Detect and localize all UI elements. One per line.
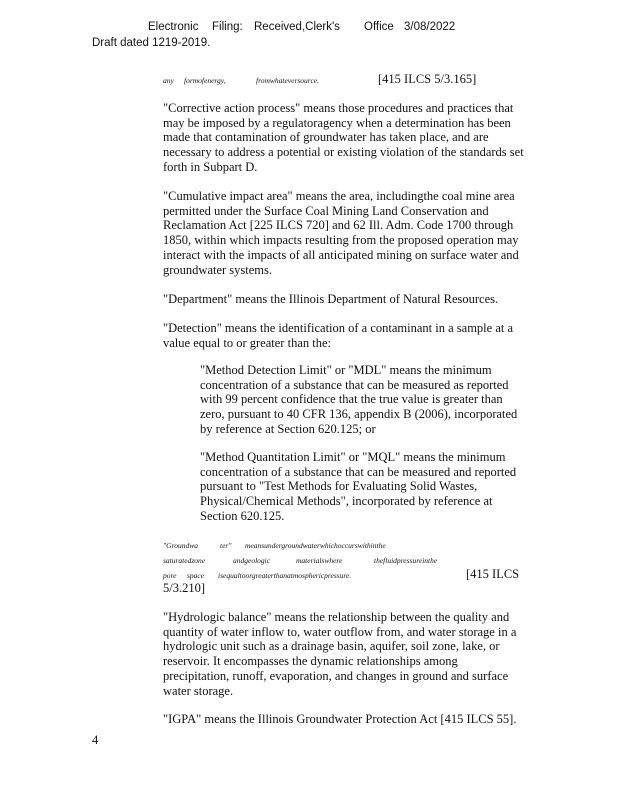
text-line: concentration of a substance that can be measured and reported [200,464,517,479]
fragment-word: ter" [220,541,232,550]
text-line: "Department" means the Illinois Department of Natural Resources. [163,292,499,306]
office-label: Office [364,21,394,33]
received-clerk: Received,Clerk's [254,21,340,33]
text-line: quantity of water inflow to, water outflow from, and water storage in a [163,624,517,639]
definition-mql [200,450,550,524]
fragment-word: isequaltoorgreaterthanatmosphericpressure. [218,571,352,580]
fragment-word: thefluidpressureinthe [374,556,438,565]
text-line: "Corrective action process" means those procedures and practices that [163,101,514,115]
fragment-word: andgeologic [233,556,271,565]
text-line: 1850, within which impacts resulting from the proposed operation may [163,233,519,248]
fragment-word: materialswhere [296,556,343,565]
text-line: "Method Detection Limit" or "MDL" means the minimum [200,363,492,377]
text-line: concentration of a substance that can be measured as reported [200,377,509,392]
text-line: interact with the impacts of all anticipated mining on surface water and [163,247,519,262]
fragment-word: formofenergy, [184,76,226,85]
text-line: forth in Subpart D. [163,159,258,174]
text-line: reservoir. It encompasses the dynamic relationships among [163,654,458,669]
text-line: Reclamation Act [225 ILCS 720] and 62 Ill. Adm. Code 1700 through [163,218,514,233]
definition-mdl [200,363,550,437]
definition-igpa [163,712,558,727]
text-line: "Detection" means the identification of a contaminant in a sample at a [163,321,514,335]
page-number: 4 [92,733,99,747]
text-line: water storage. [163,683,234,698]
citation: [415 ILCS [466,567,520,581]
definition-cumulative-impact [163,189,558,277]
text-line: zero, pursuant to 40 CFR 136, appendix B (2006), incorporated [200,407,518,422]
definition-department [163,292,558,307]
text-line: groundwater systems. [163,262,273,277]
fragment-word: "Groundwa [163,541,198,550]
citation: [415 ILCS 5/3.165] [378,72,477,86]
definition-detection [163,321,558,350]
text-line: precipitation, runoff, evaporation, and changes in ground and surface [163,668,509,683]
text-line: hydrologic unit such as a drainage basin, aquifer, soil zone, lake, or [163,639,500,654]
fragment-word: saturatedzone [163,556,206,565]
text-line: permitted under the Surface Coal Mining Land Conservation and [163,203,489,218]
text-line: "Cumulative impact area" means the area, includingthe coal mine area [163,189,515,203]
text-line: with 99 percent confidence that the true value is greater than [200,392,503,407]
citation: 5/3.210] [163,581,206,595]
filing-label: Filing: [212,21,243,33]
fragment-word: meansundergroundwaterwhichoccurswithinthe [245,541,386,550]
text-line: pursuant to "Test Methods for Evaluating Solid Wastes, [200,479,478,494]
fragment-word: fromwhateversource. [256,76,319,85]
text-line: value equal to or greater than the: [163,335,331,350]
definition-hydrologic-balance [163,610,558,698]
fragment-word: space [187,571,205,580]
text-line: "IGPA" means the Illinois Groundwater Protection Act [415 ILCS 55]. [163,712,517,726]
text-line: Section 620.125. [200,508,285,523]
definition-corrective-action [163,101,558,175]
text-line: by reference at Section 620.125; or [200,421,376,436]
text-line: may be imposed by a regulatoragency when a determination has been [163,115,511,130]
draft-date-line: Draft dated 1219-2019. [92,37,211,49]
text-line: "Method Quantitation Limit" or "MQL" means the minimum [200,450,506,464]
filing-prefix: Electronic [148,21,199,33]
fragment-word: pore [163,571,177,580]
text-line: necessary to address a potential or existing violation of the standards set [163,145,524,160]
fragment-word: any [163,76,174,85]
text-line: Physical/Chemical Methods", incorporated by reference at [200,494,493,509]
text-line: made that contamination of groundwater has taken place, and are [163,130,489,145]
filing-date: 3/08/2022 [404,21,456,33]
text-line: "Hydrologic balance" means the relationship between the quality and [163,610,510,624]
